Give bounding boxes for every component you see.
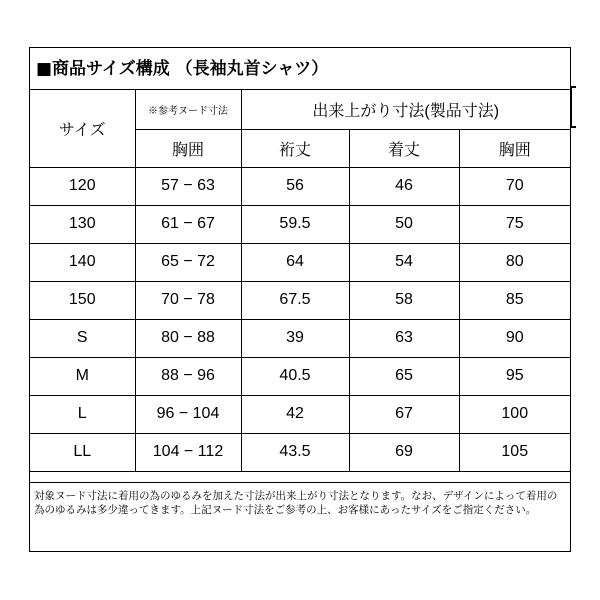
cell-size: 150 [30, 281, 135, 319]
cell-sleeve: 67.5 [241, 281, 349, 319]
cell-size: LL [30, 433, 135, 471]
cell-sleeve: 56 [241, 167, 349, 205]
cell-length: 65 [349, 357, 459, 395]
sub-header-chest-nude: 胸囲 [135, 129, 241, 167]
table-row [30, 357, 570, 395]
cell-length: 63 [349, 319, 459, 357]
cell-chest: 100 [459, 395, 570, 433]
size-header: サイズ [30, 90, 135, 167]
size-note: 対象ヌード寸法に着用の為のゆるみを加えた寸法が出来上がり寸法となります。なお、デザインによって着用の為のゆるみは多少違ってきます。上記ヌード寸法をご参考の上、お客様にあったサイズをご指定ください。 [30, 482, 570, 551]
sub-header-chest: 胸囲 [459, 129, 570, 167]
cell-length: 58 [349, 281, 459, 319]
cell-nude-chest: 80 − 88 [135, 319, 241, 357]
cell-sleeve: 64 [241, 243, 349, 281]
cell-sleeve: 40.5 [241, 357, 349, 395]
cell-size: 140 [30, 243, 135, 281]
table-row [30, 243, 570, 281]
cell-nude-chest: 88 − 96 [135, 357, 241, 395]
table-row [30, 281, 570, 319]
table-row [30, 167, 570, 205]
cell-chest: 105 [459, 433, 570, 471]
cell-size: L [30, 395, 135, 433]
cell-chest: 80 [459, 243, 570, 281]
cell-length: 54 [349, 243, 459, 281]
cell-chest: 90 [459, 319, 570, 357]
cell-size: 130 [30, 205, 135, 243]
cell-nude-chest: 65 − 72 [135, 243, 241, 281]
size-chart [29, 47, 571, 552]
cell-sleeve: 59.5 [241, 205, 349, 243]
cell-nude-chest: 104 − 112 [135, 433, 241, 471]
table-row [30, 205, 570, 243]
cell-sleeve: 43.5 [241, 433, 349, 471]
cell-length: 46 [349, 167, 459, 205]
cell-nude-chest: 96 − 104 [135, 395, 241, 433]
finished-size-header: 出来上がり寸法(製品寸法) [241, 90, 570, 129]
table-row [30, 395, 570, 433]
nude-size-header: ※参考ヌード寸法 [135, 90, 241, 129]
table-row [30, 319, 570, 357]
cell-nude-chest: 70 − 78 [135, 281, 241, 319]
sub-header-length: 着丈 [349, 129, 459, 167]
cell-length: 67 [349, 395, 459, 433]
cell-chest: 70 [459, 167, 570, 205]
cell-size: S [30, 319, 135, 357]
cell-length: 50 [349, 205, 459, 243]
chart-title: ■商品サイズ構成 （長袖丸首シャツ） [30, 48, 570, 90]
sub-header-sleeve: 裄丈 [241, 129, 349, 167]
edge-bracket [570, 86, 576, 128]
table-row [30, 433, 570, 471]
cell-nude-chest: 57 − 63 [135, 167, 241, 205]
cell-length: 69 [349, 433, 459, 471]
cell-chest: 95 [459, 357, 570, 395]
cell-size: M [30, 357, 135, 395]
cell-chest: 85 [459, 281, 570, 319]
size-table [30, 90, 570, 472]
cell-chest: 75 [459, 205, 570, 243]
cell-sleeve: 42 [241, 395, 349, 433]
cell-nude-chest: 61 − 67 [135, 205, 241, 243]
cell-size: 120 [30, 167, 135, 205]
cell-sleeve: 39 [241, 319, 349, 357]
